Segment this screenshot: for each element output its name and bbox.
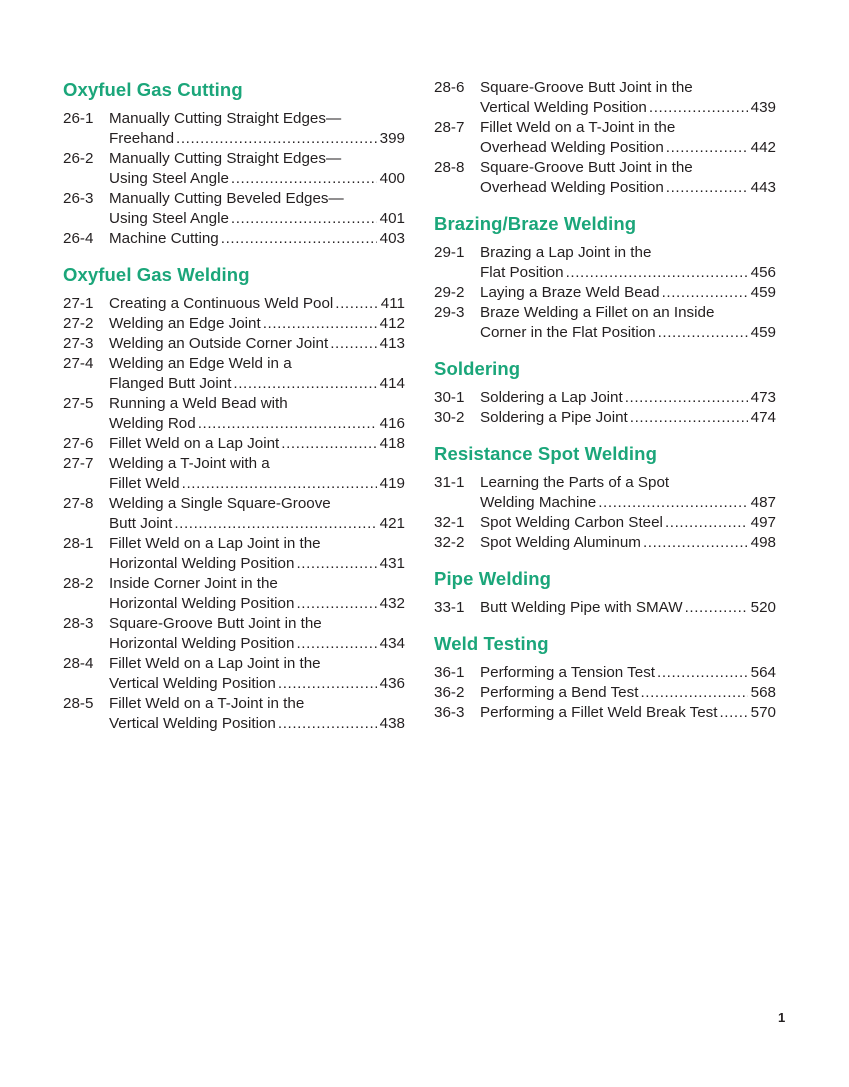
entry-page-number: 416 bbox=[379, 415, 405, 432]
toc-entry[interactable] bbox=[63, 454, 405, 494]
entry-title: Overhead Welding Position bbox=[480, 139, 664, 156]
dot-leader bbox=[263, 314, 377, 334]
entry-title-final-line bbox=[109, 634, 405, 654]
dot-leader bbox=[630, 408, 748, 428]
entry-title-final-line bbox=[109, 714, 405, 734]
entry-title: Flanged Butt Joint bbox=[109, 375, 232, 392]
dot-leader bbox=[330, 334, 376, 354]
entry-page-number: 443 bbox=[750, 179, 776, 196]
entry-title: Creating a Continuous Weld Pool bbox=[109, 295, 334, 312]
entry-title-final-line bbox=[480, 98, 776, 118]
toc-entry[interactable] bbox=[63, 294, 405, 314]
entry-title: Machine Cutting bbox=[109, 230, 219, 247]
entry-number: 26-2 bbox=[63, 150, 94, 167]
entry-title: Welding an Outside Corner Joint bbox=[109, 335, 329, 352]
entry-number: 27-5 bbox=[63, 395, 94, 412]
entry-page-number: 421 bbox=[379, 515, 405, 532]
toc-entry[interactable] bbox=[63, 434, 405, 454]
dot-leader bbox=[278, 674, 377, 694]
entry-title-final-line bbox=[109, 594, 405, 614]
entry-body bbox=[480, 598, 776, 618]
entry-page-number: 438 bbox=[379, 715, 405, 732]
entry-title-line: Welding a T-Joint with a bbox=[109, 455, 270, 472]
entry-title-final-line bbox=[109, 434, 405, 454]
entry-page-number: 456 bbox=[750, 264, 776, 281]
entry-body bbox=[109, 694, 405, 734]
entry-title-final-line bbox=[109, 169, 405, 189]
entry-title-final-line bbox=[109, 209, 405, 229]
entry-title: Butt Joint bbox=[109, 515, 173, 532]
entry-title: Spot Welding Carbon Steel bbox=[480, 514, 663, 531]
dot-leader bbox=[662, 283, 748, 303]
entry-body bbox=[109, 354, 405, 394]
entry-number: 29-3 bbox=[434, 304, 465, 321]
section-title: Soldering bbox=[434, 358, 521, 379]
entry-title-line: Fillet Weld on a T-Joint in the bbox=[109, 695, 305, 712]
entry-body bbox=[109, 614, 405, 654]
toc-entry[interactable] bbox=[434, 703, 776, 723]
entry-title: Vertical Welding Position bbox=[480, 99, 647, 116]
entry-page-number: 442 bbox=[750, 139, 776, 156]
dot-leader bbox=[335, 294, 377, 314]
entry-body bbox=[480, 663, 776, 683]
entry-body bbox=[480, 303, 776, 343]
entry-body bbox=[109, 189, 405, 229]
entry-title-final-line bbox=[480, 533, 776, 553]
entry-number: 28-6 bbox=[434, 79, 465, 96]
entry-number: 28-7 bbox=[434, 119, 465, 136]
entry-number: 27-7 bbox=[63, 455, 94, 472]
entry-title-final-line bbox=[109, 674, 405, 694]
entry-title-final-line bbox=[480, 263, 776, 283]
toc-entry[interactable] bbox=[63, 614, 405, 654]
section-title: Oxyfuel Gas Cutting bbox=[63, 79, 243, 100]
entry-number: 28-1 bbox=[63, 535, 94, 552]
entry-number: 27-2 bbox=[63, 315, 94, 332]
entry-body bbox=[109, 294, 405, 314]
entry-title: Horizontal Welding Position bbox=[109, 635, 295, 652]
dot-leader bbox=[598, 493, 747, 513]
entry-number: 30-2 bbox=[434, 409, 465, 426]
toc-entry[interactable] bbox=[434, 533, 776, 553]
entry-title: Welding Machine bbox=[480, 494, 597, 511]
toc-entry[interactable] bbox=[434, 388, 776, 408]
dot-leader bbox=[643, 533, 748, 553]
entry-title-line: Fillet Weld on a Lap Joint in the bbox=[109, 535, 321, 552]
entry-title-final-line bbox=[109, 334, 405, 354]
entry-number: 27-4 bbox=[63, 355, 94, 372]
entry-title-line: Brazing a Lap Joint in the bbox=[480, 244, 652, 261]
entry-title-line: Fillet Weld on a T-Joint in the bbox=[480, 119, 676, 136]
toc-entry[interactable] bbox=[63, 314, 405, 334]
entry-body bbox=[109, 149, 405, 189]
entry-number: 33-1 bbox=[434, 599, 465, 616]
entry-body bbox=[480, 78, 776, 118]
entry-title: Flat Position bbox=[480, 264, 564, 281]
dot-leader bbox=[666, 138, 748, 158]
toc-entry[interactable] bbox=[434, 408, 776, 428]
toc-entry[interactable] bbox=[63, 494, 405, 534]
entry-title-final-line bbox=[109, 229, 405, 249]
entry-page-number: 474 bbox=[750, 409, 776, 426]
toc-entry[interactable] bbox=[434, 118, 776, 158]
entry-number: 31-1 bbox=[434, 474, 465, 491]
entry-number: 29-1 bbox=[434, 244, 465, 261]
dot-leader bbox=[231, 169, 377, 189]
dot-leader bbox=[182, 474, 377, 494]
page-number: 1 bbox=[778, 1010, 786, 1025]
entry-page-number: 414 bbox=[379, 375, 405, 392]
entry-body bbox=[480, 513, 776, 533]
entry-body bbox=[480, 473, 776, 513]
toc-entry[interactable] bbox=[434, 158, 776, 198]
entry-title-final-line bbox=[480, 138, 776, 158]
section-title: Resistance Spot Welding bbox=[434, 443, 657, 464]
entry-page-number: 413 bbox=[379, 335, 405, 352]
toc-section-continued bbox=[434, 78, 776, 198]
entry-title-line: Square-Groove Butt Joint in the bbox=[109, 615, 322, 632]
entry-number: 36-2 bbox=[434, 684, 465, 701]
entry-body bbox=[480, 158, 776, 198]
entry-body bbox=[480, 388, 776, 408]
entry-page-number: 498 bbox=[750, 534, 776, 551]
entry-title: Overhead Welding Position bbox=[480, 179, 664, 196]
entry-title-line: Fillet Weld on a Lap Joint in the bbox=[109, 655, 321, 672]
entry-page-number: 401 bbox=[379, 210, 405, 227]
entry-title-final-line bbox=[480, 683, 776, 703]
entry-page-number: 520 bbox=[750, 599, 776, 616]
entry-title-final-line bbox=[109, 374, 405, 394]
entry-body bbox=[109, 434, 405, 454]
entry-title-final-line bbox=[480, 598, 776, 618]
entry-page-number: 570 bbox=[750, 704, 776, 721]
dot-leader bbox=[566, 263, 748, 283]
dot-leader bbox=[665, 513, 748, 533]
entry-title-final-line bbox=[109, 129, 405, 149]
toc-entry[interactable] bbox=[63, 394, 405, 434]
entry-title-line: Welding an Edge Weld in a bbox=[109, 355, 292, 372]
entry-body bbox=[109, 654, 405, 694]
entry-number: 28-8 bbox=[434, 159, 465, 176]
toc-entry[interactable] bbox=[434, 683, 776, 703]
entry-number: 27-3 bbox=[63, 335, 94, 352]
entry-title-final-line bbox=[480, 178, 776, 198]
entry-page-number: 436 bbox=[379, 675, 405, 692]
entry-body bbox=[480, 683, 776, 703]
dot-leader bbox=[296, 634, 376, 654]
entry-number: 32-2 bbox=[434, 534, 465, 551]
entry-title: Laying a Braze Weld Bead bbox=[480, 284, 660, 301]
entry-title-line: Manually Cutting Beveled Edges— bbox=[109, 190, 344, 207]
entry-title: Vertical Welding Position bbox=[109, 675, 276, 692]
entry-number: 27-6 bbox=[63, 435, 94, 452]
dot-leader bbox=[625, 388, 748, 408]
entry-number: 28-4 bbox=[63, 655, 94, 672]
dot-leader bbox=[231, 209, 377, 229]
entry-body bbox=[480, 283, 776, 303]
toc-entry[interactable] bbox=[434, 598, 776, 618]
toc-section-oxyfuel-gas-cutting bbox=[63, 78, 405, 249]
entry-title-final-line bbox=[480, 513, 776, 533]
dot-leader bbox=[233, 374, 376, 394]
entry-title: Fillet Weld bbox=[109, 475, 180, 492]
entry-number: 29-2 bbox=[434, 284, 465, 301]
entry-title: Using Steel Angle bbox=[109, 170, 229, 187]
toc-entry[interactable] bbox=[434, 513, 776, 533]
section-title: Weld Testing bbox=[434, 633, 549, 654]
entry-page-number: 459 bbox=[750, 284, 776, 301]
entry-title-final-line bbox=[480, 663, 776, 683]
entry-number: 27-8 bbox=[63, 495, 94, 512]
entry-body bbox=[480, 533, 776, 553]
entry-title-final-line bbox=[109, 554, 405, 574]
entry-page-number: 411 bbox=[380, 295, 405, 312]
entry-number: 28-3 bbox=[63, 615, 94, 632]
toc-entry[interactable] bbox=[63, 229, 405, 249]
entry-title: Performing a Tension Test bbox=[480, 664, 656, 681]
entry-title: Performing a Bend Test bbox=[480, 684, 639, 701]
toc-entry[interactable] bbox=[63, 654, 405, 694]
entry-number: 26-1 bbox=[63, 110, 94, 127]
entry-title: Welding an Edge Joint bbox=[109, 315, 261, 332]
entry-title-final-line bbox=[109, 294, 405, 314]
entry-page-number: 439 bbox=[750, 99, 776, 116]
entry-title: Performing a Fillet Weld Break Test bbox=[480, 704, 718, 721]
entry-body bbox=[109, 334, 405, 354]
dot-leader bbox=[657, 663, 748, 683]
entry-title-final-line bbox=[480, 283, 776, 303]
dot-leader bbox=[658, 323, 748, 343]
toc-entry[interactable] bbox=[63, 109, 405, 149]
entry-page-number: 487 bbox=[750, 494, 776, 511]
entry-title: Corner in the Flat Position bbox=[480, 324, 656, 341]
entry-number: 30-1 bbox=[434, 389, 465, 406]
entry-page-number: 473 bbox=[750, 389, 776, 406]
entry-number: 32-1 bbox=[434, 514, 465, 531]
entry-body bbox=[480, 408, 776, 428]
entry-page-number: 431 bbox=[379, 555, 405, 572]
entry-page-number: 419 bbox=[379, 475, 405, 492]
entry-body bbox=[109, 574, 405, 614]
section-title: Pipe Welding bbox=[434, 568, 552, 589]
entry-title-final-line bbox=[480, 493, 776, 513]
toc-entry[interactable] bbox=[434, 663, 776, 683]
dot-leader bbox=[640, 683, 747, 703]
entry-title: Vertical Welding Position bbox=[109, 715, 276, 732]
entry-page-number: 432 bbox=[379, 595, 405, 612]
entry-page-number: 400 bbox=[379, 170, 405, 187]
entry-number: 28-5 bbox=[63, 695, 94, 712]
entry-title: Horizontal Welding Position bbox=[109, 595, 295, 612]
toc-section-weld-testing bbox=[434, 632, 776, 723]
entry-title-line: Learning the Parts of a Spot bbox=[480, 474, 670, 491]
entry-page-number: 497 bbox=[750, 514, 776, 531]
toc-section-soldering bbox=[434, 357, 776, 428]
dot-leader bbox=[281, 434, 376, 454]
toc-entry[interactable] bbox=[63, 149, 405, 189]
dot-leader bbox=[296, 554, 376, 574]
entry-number: 36-3 bbox=[434, 704, 465, 721]
entry-body bbox=[480, 243, 776, 283]
entry-number: 27-1 bbox=[63, 295, 94, 312]
entry-body bbox=[109, 494, 405, 534]
entry-title-line: Square-Groove Butt Joint in the bbox=[480, 79, 693, 96]
entry-number: 28-2 bbox=[63, 575, 94, 592]
entry-title: Soldering a Lap Joint bbox=[480, 389, 623, 406]
entry-title: Fillet Weld on a Lap Joint bbox=[109, 435, 280, 452]
entry-title-final-line bbox=[480, 323, 776, 343]
entry-body bbox=[109, 394, 405, 434]
toc-section-resistance-spot-welding bbox=[434, 442, 776, 553]
entry-title: Butt Welding Pipe with SMAW bbox=[480, 599, 683, 616]
section-title: Oxyfuel Gas Welding bbox=[63, 264, 250, 285]
entry-body bbox=[109, 534, 405, 574]
entry-body bbox=[109, 229, 405, 249]
entry-title-line: Manually Cutting Straight Edges— bbox=[109, 110, 342, 127]
entry-body bbox=[480, 703, 776, 723]
entry-page-number: 568 bbox=[750, 684, 776, 701]
entry-title-line: Inside Corner Joint in the bbox=[109, 575, 278, 592]
entry-title: Spot Welding Aluminum bbox=[480, 534, 641, 551]
entry-title-final-line bbox=[109, 414, 405, 434]
dot-leader bbox=[649, 98, 748, 118]
toc-entry[interactable] bbox=[434, 78, 776, 118]
toc-entry[interactable] bbox=[63, 334, 405, 354]
entry-number: 36-1 bbox=[434, 664, 465, 681]
dot-leader bbox=[176, 129, 377, 149]
entry-title-final-line bbox=[109, 314, 405, 334]
entry-title-final-line bbox=[480, 703, 776, 723]
toc-entry[interactable] bbox=[434, 473, 776, 513]
toc-entry[interactable] bbox=[434, 303, 776, 343]
entry-title: Welding Rod bbox=[109, 415, 196, 432]
entry-page-number: 412 bbox=[379, 315, 405, 332]
entry-title-line: Welding a Single Square-Groove bbox=[109, 495, 331, 512]
toc-section-pipe-welding bbox=[434, 567, 776, 618]
entry-title-final-line bbox=[480, 388, 776, 408]
toc-entry[interactable] bbox=[63, 354, 405, 394]
toc-entry[interactable] bbox=[434, 283, 776, 303]
entry-title-line: Square-Groove Butt Joint in the bbox=[480, 159, 693, 176]
right-column bbox=[434, 78, 776, 723]
toc-section-oxyfuel-gas-welding bbox=[63, 263, 405, 734]
toc-entry[interactable] bbox=[63, 534, 405, 574]
dot-leader bbox=[174, 514, 376, 534]
left-column bbox=[63, 78, 405, 734]
entry-title-line: Running a Weld Bead with bbox=[109, 395, 288, 412]
entry-title-final-line bbox=[480, 408, 776, 428]
entry-number: 26-4 bbox=[63, 230, 94, 247]
entry-title-line: Braze Welding a Fillet on an Inside bbox=[480, 304, 715, 321]
entry-body bbox=[109, 109, 405, 149]
entry-title-final-line bbox=[109, 474, 405, 494]
toc-entry[interactable] bbox=[63, 189, 405, 229]
dot-leader bbox=[198, 414, 377, 434]
entry-page-number: 403 bbox=[379, 230, 405, 247]
entry-page-number: 564 bbox=[750, 664, 776, 681]
entry-title-final-line bbox=[109, 514, 405, 534]
entry-page-number: 434 bbox=[379, 635, 405, 652]
section-title: Brazing/Braze Welding bbox=[434, 213, 637, 234]
dot-leader bbox=[278, 714, 377, 734]
entry-title: Using Steel Angle bbox=[109, 210, 229, 227]
entry-page-number: 459 bbox=[750, 324, 776, 341]
dot-leader bbox=[666, 178, 748, 198]
entry-body bbox=[480, 118, 776, 158]
entry-body bbox=[109, 454, 405, 494]
entry-title: Horizontal Welding Position bbox=[109, 555, 295, 572]
dot-leader bbox=[719, 703, 747, 723]
toc-section-brazing-braze-welding bbox=[434, 212, 776, 343]
entry-page-number: 418 bbox=[379, 435, 405, 452]
entry-title-line: Manually Cutting Straight Edges— bbox=[109, 150, 342, 167]
entry-page-number: 399 bbox=[379, 130, 405, 147]
dot-leader bbox=[296, 594, 376, 614]
entry-body bbox=[109, 314, 405, 334]
toc-entry[interactable] bbox=[63, 694, 405, 734]
toc-entry[interactable] bbox=[63, 574, 405, 614]
dot-leader bbox=[221, 229, 377, 249]
dot-leader bbox=[685, 598, 748, 618]
toc-entry[interactable] bbox=[434, 243, 776, 283]
entry-title: Freehand bbox=[109, 130, 175, 147]
entry-number: 26-3 bbox=[63, 190, 94, 207]
entry-title: Soldering a Pipe Joint bbox=[480, 409, 628, 426]
